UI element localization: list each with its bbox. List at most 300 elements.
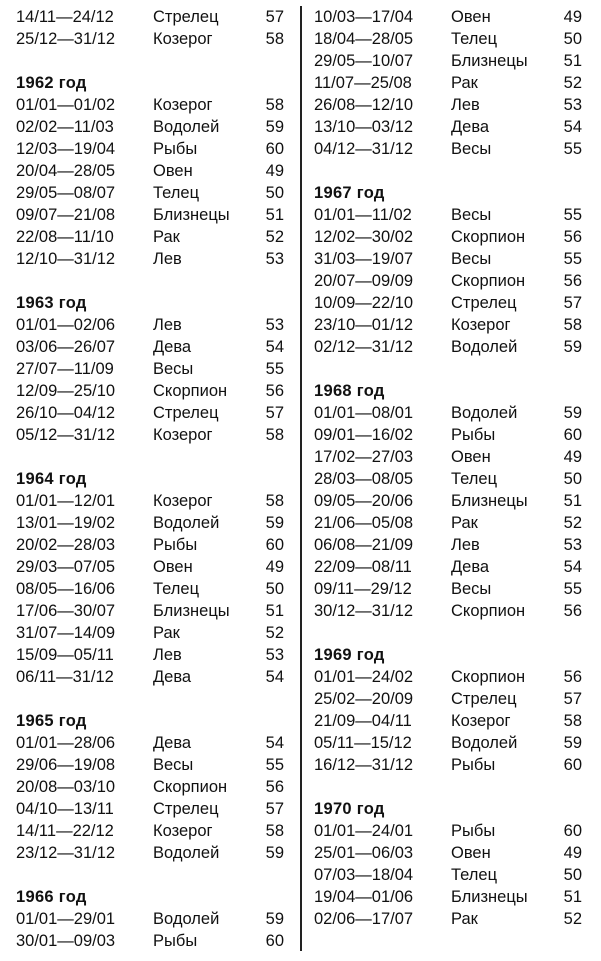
table-row: [16, 424, 286, 446]
sign-number: 49: [563, 8, 582, 26]
sign-number: 57: [563, 294, 582, 312]
sign-number: 56: [265, 382, 284, 400]
sign-number: 54: [265, 668, 284, 686]
sign-number: 52: [265, 624, 284, 642]
sign-number: 55: [563, 206, 582, 224]
table-row: [314, 314, 584, 336]
table-row: [16, 556, 286, 578]
sign-number: 58: [265, 426, 284, 444]
zodiac-sign: Весы: [451, 206, 492, 224]
sign-number: 55: [563, 580, 582, 598]
zodiac-sign: Скорпион: [153, 778, 228, 796]
sign-number: 52: [563, 514, 582, 532]
table-row: [16, 380, 286, 402]
sign-number: 54: [265, 338, 284, 356]
table-row: [314, 556, 584, 578]
year-block: [16, 292, 286, 446]
table-row: [314, 578, 584, 600]
zodiac-sign: Близнецы: [451, 52, 528, 70]
sign-number: 60: [563, 822, 582, 840]
date-range: 01/01—02/06: [16, 316, 116, 334]
sign-number: 49: [563, 844, 582, 862]
year-heading: 1968 год: [314, 382, 385, 400]
table-row: [16, 798, 286, 820]
zodiac-sign: Телец: [451, 470, 498, 488]
table-row: [314, 72, 584, 94]
sign-number: 54: [563, 558, 582, 576]
sign-number: 58: [265, 30, 284, 48]
zodiac-sign: Овен: [451, 844, 491, 862]
table-row: [314, 842, 584, 864]
sign-number: 52: [563, 74, 582, 92]
date-range: 20/08—03/10: [16, 778, 116, 796]
zodiac-sign: Весы: [451, 140, 492, 158]
sign-number: 60: [563, 756, 582, 774]
sign-number: 60: [265, 536, 284, 554]
column-divider: [300, 6, 302, 951]
zodiac-sign: Лев: [451, 96, 480, 114]
block-spacer: [16, 270, 286, 292]
date-range: 26/08—12/10: [314, 96, 414, 114]
table-row: [314, 688, 584, 710]
year-block: [314, 6, 584, 160]
table-row: [16, 820, 286, 842]
date-range: 17/06—30/07: [16, 602, 116, 620]
table-row: [314, 292, 584, 314]
zodiac-sign: Водолей: [153, 514, 220, 532]
sign-number: 56: [265, 778, 284, 796]
zodiac-sign: Близнецы: [451, 492, 528, 510]
table-row: [314, 864, 584, 886]
zodiac-sign: Телец: [451, 30, 498, 48]
year-block: [16, 886, 286, 952]
year-block: [16, 72, 286, 270]
date-range: 08/05—16/06: [16, 580, 116, 598]
date-range: 02/12—31/12: [314, 338, 414, 356]
zodiac-sign: Овен: [451, 448, 491, 466]
table-row: [314, 204, 584, 226]
zodiac-sign: Весы: [153, 360, 194, 378]
sign-number: 59: [265, 844, 284, 862]
table-row: [314, 336, 584, 358]
sign-number: 50: [563, 866, 582, 884]
zodiac-sign: Рак: [451, 74, 478, 92]
sign-number: 60: [265, 932, 284, 950]
sign-number: 51: [563, 492, 582, 510]
sign-number: 57: [563, 690, 582, 708]
date-range: 23/12—31/12: [16, 844, 116, 862]
zodiac-sign: Скорпион: [451, 272, 526, 290]
date-range: 06/11—31/12: [16, 668, 114, 686]
sign-number: 58: [265, 96, 284, 114]
sign-number: 50: [563, 470, 582, 488]
zodiac-sign: Скорпион: [451, 228, 526, 246]
date-range: 20/02—28/03: [16, 536, 116, 554]
table-row: [16, 138, 286, 160]
date-range: 01/01—01/02: [16, 96, 116, 114]
zodiac-sign: Дева: [153, 668, 192, 686]
sign-number: 51: [563, 52, 582, 70]
sign-number: 51: [265, 602, 284, 620]
date-range: 25/12—31/12: [16, 30, 116, 48]
year-heading: 1969 год: [314, 646, 385, 664]
zodiac-sign: Стрелец: [153, 800, 219, 818]
date-range: 04/12—31/12: [314, 140, 414, 158]
date-range: 05/12—31/12: [16, 426, 116, 444]
date-range: 21/06—05/08: [314, 514, 414, 532]
table-row: [16, 732, 286, 754]
year-heading: 1964 год: [16, 470, 87, 488]
left-column: [16, 6, 286, 952]
year-block: [16, 6, 286, 50]
table-row: [16, 204, 286, 226]
zodiac-sign: Водолей: [153, 910, 220, 928]
date-range: 29/03—07/05: [16, 558, 116, 576]
block-spacer: [314, 358, 584, 380]
table-row: [16, 754, 286, 776]
year-heading: 1970 год: [314, 800, 385, 818]
date-range: 12/02—30/02: [314, 228, 414, 246]
sign-number: 58: [265, 822, 284, 840]
date-range: 15/09—05/11: [16, 646, 114, 664]
sign-number: 58: [265, 492, 284, 510]
year-heading: 1962 год: [16, 74, 87, 92]
sign-number: 55: [265, 360, 284, 378]
zodiac-sign: Козерог: [451, 712, 511, 730]
table-row: [314, 512, 584, 534]
date-range: 28/03—08/05: [314, 470, 414, 488]
sign-number: 54: [563, 118, 582, 136]
table-row: [314, 908, 584, 930]
table-row: [16, 644, 286, 666]
table-row: [314, 94, 584, 116]
zodiac-sign: Телец: [153, 580, 200, 598]
date-range: 22/08—11/10: [16, 228, 114, 246]
sign-number: 60: [265, 140, 284, 158]
table-row: [16, 402, 286, 424]
table-row: [16, 622, 286, 644]
zodiac-sign: Скорпион: [153, 382, 228, 400]
zodiac-sign: Овен: [451, 8, 491, 26]
table-row: [314, 28, 584, 50]
sign-number: 55: [563, 250, 582, 268]
table-row: [314, 666, 584, 688]
sign-number: 52: [563, 910, 582, 928]
zodiac-sign: Рыбы: [153, 140, 198, 158]
block-spacer: [314, 622, 584, 644]
date-range: 20/04—28/05: [16, 162, 116, 180]
table-row: [16, 314, 286, 336]
table-row: [314, 138, 584, 160]
table-row: [16, 28, 286, 50]
sign-number: 53: [563, 96, 582, 114]
zodiac-sign: Водолей: [153, 118, 220, 136]
zodiac-sign: Водолей: [153, 844, 220, 862]
date-range: 14/11—24/12: [16, 8, 114, 26]
date-range: 02/06—17/07: [314, 910, 414, 928]
table-row: [16, 226, 286, 248]
date-range: 25/01—06/03: [314, 844, 414, 862]
zodiac-sign: Дева: [153, 338, 192, 356]
zodiac-sign: Водолей: [451, 404, 518, 422]
sign-number: 59: [563, 338, 582, 356]
table-row: [314, 710, 584, 732]
sign-number: 56: [563, 668, 582, 686]
date-range: 10/09—22/10: [314, 294, 414, 312]
year-heading: 1965 год: [16, 712, 87, 730]
date-range: 12/10—31/12: [16, 250, 116, 268]
table-row: [16, 534, 286, 556]
date-range: 23/10—01/12: [314, 316, 414, 334]
table-row: [16, 94, 286, 116]
sign-number: 58: [563, 316, 582, 334]
sign-number: 56: [563, 602, 582, 620]
date-range: 19/04—01/06: [314, 888, 414, 906]
table-row: [16, 358, 286, 380]
year-heading: 1963 год: [16, 294, 87, 312]
table-row: [314, 116, 584, 138]
date-range: 09/11—29/12: [314, 580, 412, 598]
table-row: [16, 490, 286, 512]
date-range: 09/01—16/02: [314, 426, 414, 444]
date-range: 16/12—31/12: [314, 756, 414, 774]
date-range: 01/01—24/01: [314, 822, 414, 840]
table-row: [16, 248, 286, 270]
zodiac-sign: Весы: [451, 250, 492, 268]
date-range: 29/06—19/08: [16, 756, 116, 774]
zodiac-sign: Дева: [451, 118, 490, 136]
date-range: 13/10—03/12: [314, 118, 414, 136]
zodiac-sign: Рак: [153, 228, 180, 246]
date-range: 17/02—27/03: [314, 448, 414, 466]
table-row: [16, 182, 286, 204]
date-range: 05/11—15/12: [314, 734, 412, 752]
date-range: 01/01—08/01: [314, 404, 414, 422]
zodiac-sign: Рак: [451, 514, 478, 532]
zodiac-sign: Дева: [153, 734, 192, 752]
zodiac-sign: Близнецы: [153, 206, 230, 224]
zodiac-sign: Телец: [153, 184, 200, 202]
sign-number: 59: [265, 514, 284, 532]
sign-number: 49: [265, 162, 284, 180]
date-range: 29/05—08/07: [16, 184, 116, 202]
table-row: [314, 402, 584, 424]
date-range: 31/03—19/07: [314, 250, 414, 268]
zodiac-sign: Водолей: [451, 734, 518, 752]
sign-number: 50: [563, 30, 582, 48]
year-block: [314, 182, 584, 358]
sign-number: 53: [563, 536, 582, 554]
table-row: [16, 578, 286, 600]
zodiac-sign: Рыбы: [451, 822, 496, 840]
date-range: 04/10—13/11: [16, 800, 114, 818]
sign-number: 57: [265, 404, 284, 422]
zodiac-sign: Близнецы: [451, 888, 528, 906]
date-range: 30/12—31/12: [314, 602, 414, 620]
date-range: 26/10—04/12: [16, 404, 116, 422]
zodiac-sign: Рыбы: [153, 536, 198, 554]
sign-number: 58: [563, 712, 582, 730]
sign-number: 50: [265, 184, 284, 202]
table-row: [314, 446, 584, 468]
table-row: [16, 600, 286, 622]
year-block: [16, 468, 286, 688]
sign-number: 53: [265, 250, 284, 268]
block-spacer: [16, 864, 286, 886]
block-spacer: [314, 776, 584, 798]
zodiac-sign: Козерог: [153, 492, 213, 510]
date-range: 03/06—26/07: [16, 338, 116, 356]
zodiac-sign: Рак: [153, 624, 180, 642]
zodiac-sign: Весы: [153, 756, 194, 774]
date-range: 21/09—04/11: [314, 712, 412, 730]
sign-number: 59: [265, 910, 284, 928]
zodiac-sign: Стрелец: [153, 404, 219, 422]
zodiac-sign: Рыбы: [451, 426, 496, 444]
date-range: 18/04—28/05: [314, 30, 414, 48]
zodiac-sign: Лев: [153, 316, 182, 334]
date-range: 10/03—17/04: [314, 8, 414, 26]
zodiac-sign: Рыбы: [153, 932, 198, 950]
year-block: [314, 380, 584, 622]
zodiac-sign: Лев: [153, 250, 182, 268]
zodiac-sign: Лев: [451, 536, 480, 554]
date-range: 14/11—22/12: [16, 822, 114, 840]
sign-number: 52: [265, 228, 284, 246]
sign-number: 49: [265, 558, 284, 576]
date-range: 01/01—12/01: [16, 492, 116, 510]
table-row: [314, 424, 584, 446]
zodiac-sign: Скорпион: [451, 668, 526, 686]
zodiac-sign: Овен: [153, 162, 193, 180]
year-block: [314, 798, 584, 930]
sign-number: 59: [563, 734, 582, 752]
sign-number: 50: [265, 580, 284, 598]
table-row: [16, 116, 286, 138]
sign-number: 56: [563, 228, 582, 246]
date-range: 01/01—28/06: [16, 734, 116, 752]
table-row: [16, 776, 286, 798]
date-range: 11/07—25/08: [314, 74, 412, 92]
date-range: 07/03—18/04: [314, 866, 414, 884]
zodiac-sign: Скорпион: [451, 602, 526, 620]
block-spacer: [16, 446, 286, 468]
sign-number: 57: [265, 800, 284, 818]
zodiac-sign: Стрелец: [153, 8, 219, 26]
table-row: [16, 930, 286, 952]
table-row: [16, 6, 286, 28]
table-row: [16, 908, 286, 930]
zodiac-sign: Овен: [153, 558, 193, 576]
table-row: [314, 50, 584, 72]
table-row: [314, 270, 584, 292]
table-row: [16, 842, 286, 864]
zodiac-sign: Козерог: [153, 30, 213, 48]
block-spacer: [16, 50, 286, 72]
sign-number: 56: [563, 272, 582, 290]
right-column: [314, 6, 584, 930]
table-row: [314, 248, 584, 270]
sign-number: 53: [265, 646, 284, 664]
zodiac-sign: Весы: [451, 580, 492, 598]
table-row: [314, 600, 584, 622]
zodiac-sign: Рыбы: [451, 756, 496, 774]
sign-number: 49: [563, 448, 582, 466]
date-range: 01/01—24/02: [314, 668, 414, 686]
zodiac-sign: Телец: [451, 866, 498, 884]
sign-number: 60: [563, 426, 582, 444]
table-row: [16, 160, 286, 182]
zodiac-sign: Козерог: [153, 96, 213, 114]
date-range: 09/05—20/06: [314, 492, 414, 510]
table-row: [16, 336, 286, 358]
date-range: 30/01—09/03: [16, 932, 116, 950]
date-range: 02/02—11/03: [16, 118, 114, 136]
date-range: 06/08—21/09: [314, 536, 414, 554]
sign-number: 51: [563, 888, 582, 906]
zodiac-sign: Дева: [451, 558, 490, 576]
date-range: 12/03—19/04: [16, 140, 116, 158]
date-range: 25/02—20/09: [314, 690, 414, 708]
year-heading: 1966 год: [16, 888, 87, 906]
zodiac-sign: Близнецы: [153, 602, 230, 620]
year-block: [314, 644, 584, 776]
date-range: 09/07—21/08: [16, 206, 116, 224]
date-range: 31/07—14/09: [16, 624, 116, 642]
year-block: [16, 710, 286, 864]
sign-number: 57: [265, 8, 284, 26]
zodiac-sign: Стрелец: [451, 294, 517, 312]
year-heading: 1967 год: [314, 184, 385, 202]
table-row: [16, 512, 286, 534]
date-range: 13/01—19/02: [16, 514, 116, 532]
date-range: 01/01—29/01: [16, 910, 116, 928]
date-range: 12/09—25/10: [16, 382, 116, 400]
zodiac-sign: Водолей: [451, 338, 518, 356]
block-spacer: [16, 688, 286, 710]
date-range: 01/01—11/02: [314, 206, 412, 224]
block-spacer: [314, 160, 584, 182]
sign-number: 53: [265, 316, 284, 334]
zodiac-sign: Рак: [451, 910, 478, 928]
sign-number: 54: [265, 734, 284, 752]
date-range: 27/07—11/09: [16, 360, 114, 378]
table-row: [314, 820, 584, 842]
sign-number: 55: [265, 756, 284, 774]
zodiac-sign: Лев: [153, 646, 182, 664]
table-row: [314, 490, 584, 512]
sign-number: 51: [265, 206, 284, 224]
date-range: 29/05—10/07: [314, 52, 414, 70]
table-row: [314, 468, 584, 490]
sign-number: 59: [563, 404, 582, 422]
zodiac-sign: Козерог: [451, 316, 511, 334]
zodiac-sign: Козерог: [153, 426, 213, 444]
table-row: [314, 754, 584, 776]
table-row: [16, 666, 286, 688]
table-row: [314, 732, 584, 754]
zodiac-sign: Козерог: [153, 822, 213, 840]
zodiac-sign: Стрелец: [451, 690, 517, 708]
sign-number: 55: [563, 140, 582, 158]
sign-number: 59: [265, 118, 284, 136]
table-row: [314, 226, 584, 248]
date-range: 20/07—09/09: [314, 272, 414, 290]
date-range: 22/09—08/11: [314, 558, 412, 576]
table-row: [314, 6, 584, 28]
table-row: [314, 886, 584, 908]
table-row: [314, 534, 584, 556]
